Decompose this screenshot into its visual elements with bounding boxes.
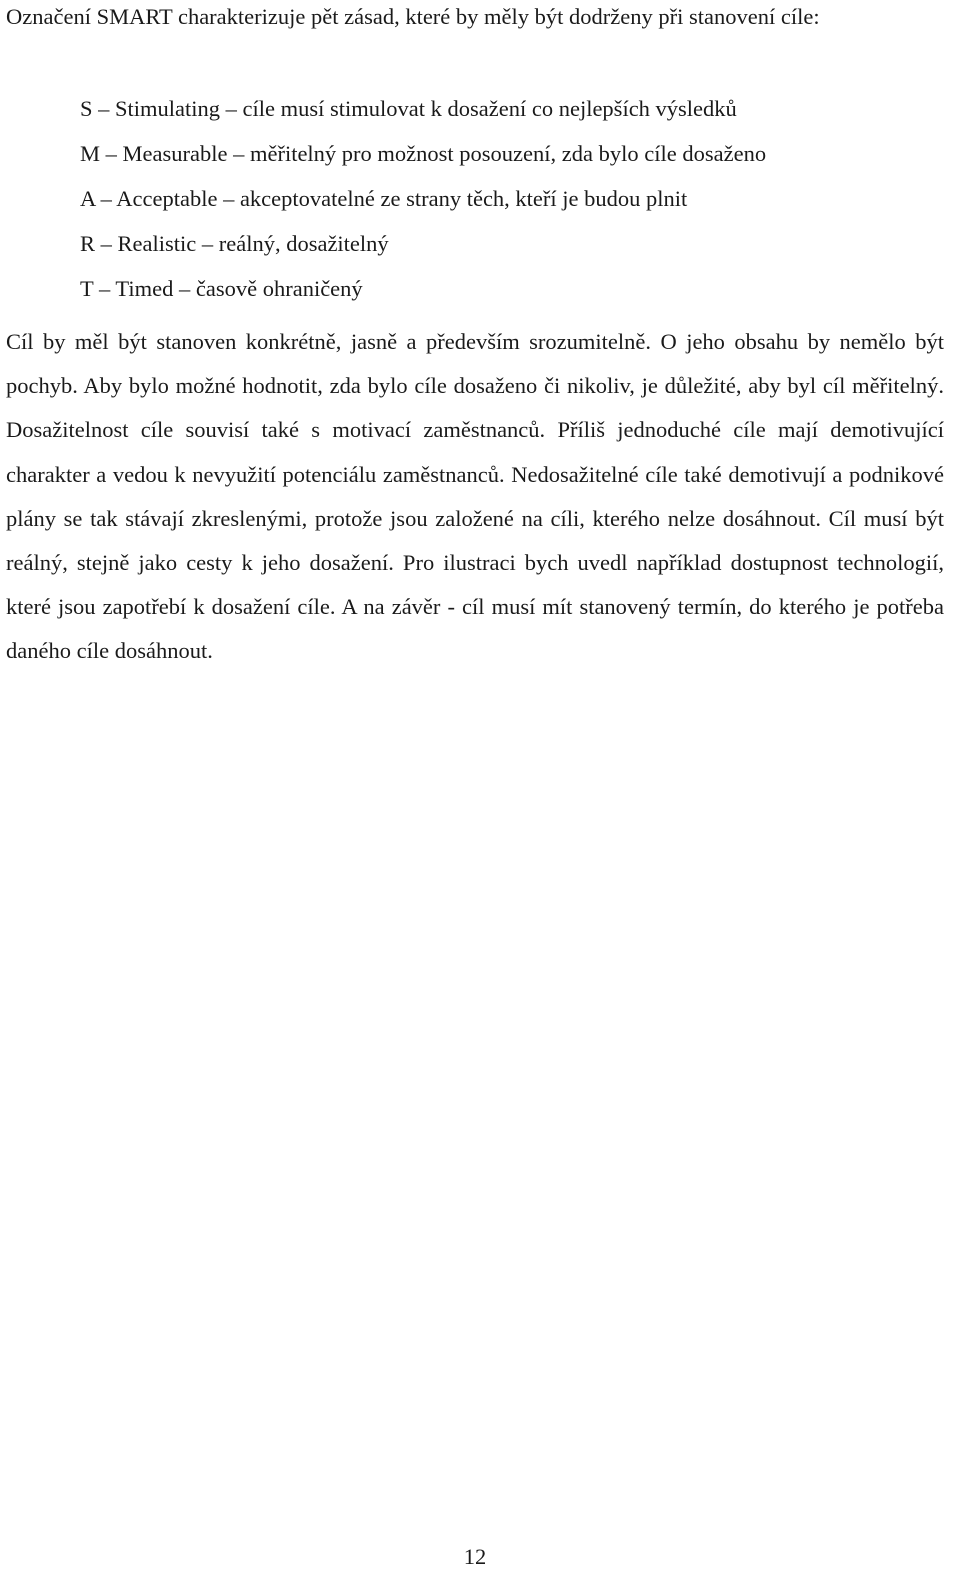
smart-criteria-list [80,86,766,311]
smart-item-a: A – Acceptable – akceptovatelné ze strany těch, kteří je budou plnit [80,186,688,211]
page-number: 12 [463,1544,487,1569]
smart-item-r: R – Realistic – reálný, dosažitelný [80,231,389,256]
smart-item-m: M – Measurable – měřitelný pro možnost posouzení, zda bylo cíle dosaženo [80,141,767,166]
smart-item-t: T – Timed – časově ohraničený [80,276,363,301]
body-paragraph: Cíl by měl být stanoven konkrétně, jasně a především srozumitelně. O jeho obsahu by nemělo být pochyb. Aby bylo možné hodnotit, zda bylo cíle dosaženo či nikoliv, je důležité, aby byl cíl měřitelný. Dosažitelnost cíle souvisí také s motivací zaměstnanců. Příliš jednoduché cíle mají demotivující charakter a vedou k nevyužití potenciálu zaměstnanců. Nedosažitelné cíle také demotivují a podnikové plány se tak stávají zkreslenými, protože jsou založené na cíli, kterého nelze dosáhnout. Cíl musí být reálný, stejně jako cesty k jeho dosažení. Pro ilustraci bych uvedl například dostupnost technologií, které jsou zapotřebí k dosažení cíle. A na závěr - cíl musí mít stanovený termín, do kterého je potřeba daného cíle dosáhnout. [6,329,944,664]
intro-sentence: Označení SMART charakterizuje pět zásad, které by měly být dodrženy při stanovení cíle: [6,4,820,29]
smart-item-s: S – Stimulating – cíle musí stimulovat k dosažení co nejlepších výsledků [80,96,737,121]
